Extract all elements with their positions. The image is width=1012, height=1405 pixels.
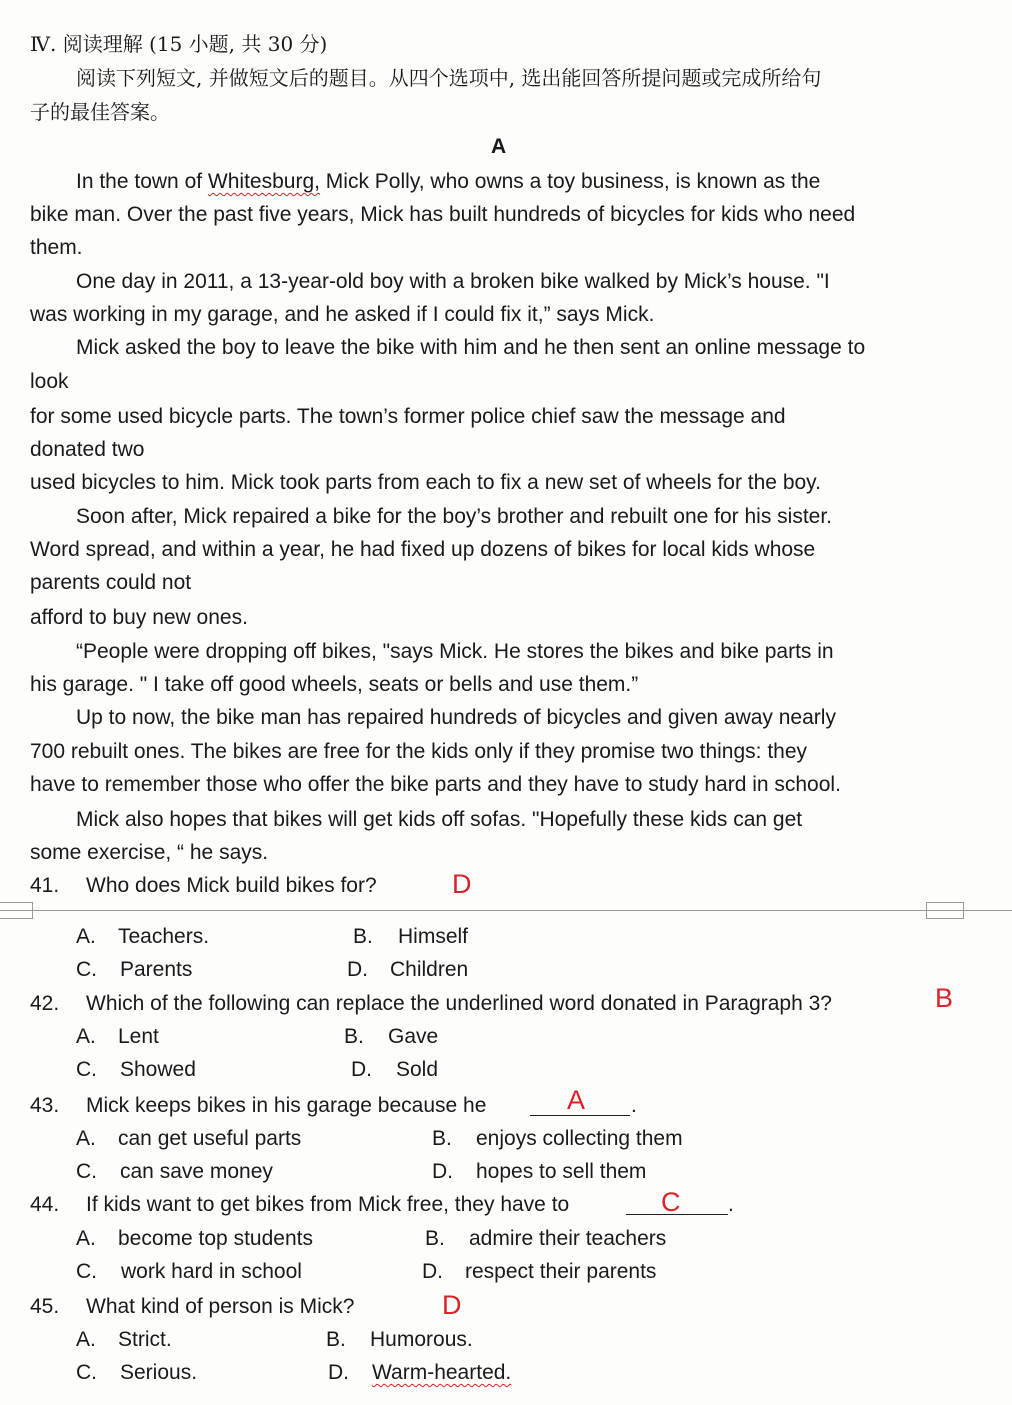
q41-option-b-letter: B. xyxy=(353,925,373,948)
q44-option-a-letter: A. xyxy=(76,1227,96,1250)
q43-option-d-text: hopes to sell them xyxy=(476,1160,647,1183)
q41-option-b-text: Himself xyxy=(398,925,469,948)
q41-option-d-text: Children xyxy=(390,958,469,981)
q45-option-b-letter: B. xyxy=(326,1328,346,1351)
q42-option-b-text: Gave xyxy=(388,1025,439,1048)
question-45-answer: D xyxy=(442,1290,462,1320)
passage-line: Mick also hopes that bikes will get kids off sofas. "Hopefully these kids can get xyxy=(76,808,803,831)
passage-line: parents could not xyxy=(30,571,192,594)
q44-option-b-text: admire their teachers xyxy=(469,1227,667,1250)
q45-option-d-text: Warm-hearted. xyxy=(372,1361,512,1384)
passage-line: Up to now, the bike man has repaired hundreds of bicycles and given away nearly xyxy=(76,706,836,729)
question-41-number: 41. xyxy=(30,874,60,897)
q43-option-d-letter: D. xyxy=(432,1160,453,1183)
question-42-answer: B xyxy=(935,983,954,1013)
question-45-number: 45. xyxy=(30,1295,60,1318)
question-44-answer: C xyxy=(661,1187,681,1217)
underlined-word: Whitesburg, xyxy=(207,170,320,193)
passage-line: some exercise, “ he says. xyxy=(30,841,269,864)
question-43-number: 43. xyxy=(30,1094,60,1117)
q44-option-c-text: work hard in school xyxy=(121,1260,302,1283)
instruction-line-1: 阅读下列短文, 并做短文后的题目。从四个选项中, 选出能回答所提问题或完成所给句 xyxy=(76,66,822,90)
section-title: Ⅳ. 阅读理解 (15 小题, 共 30 分) xyxy=(30,32,328,56)
q42-option-a-text: Lent xyxy=(118,1025,159,1048)
q43-option-a-text: can get useful parts xyxy=(118,1127,302,1150)
q41-option-c-letter: C. xyxy=(76,958,97,981)
q45-option-b-text: Humorous. xyxy=(370,1328,473,1351)
q42-option-d-letter: D. xyxy=(351,1058,372,1081)
passage-line: 700 rebuilt ones. The bikes are free for the kids only if they promise two things: they xyxy=(30,740,808,763)
question-41-stem: Who does Mick build bikes for? xyxy=(86,874,377,897)
q43-option-c-text: can save money xyxy=(120,1160,273,1183)
q43-option-a-letter: A. xyxy=(76,1127,96,1150)
q44-option-d-text: respect their parents xyxy=(465,1260,657,1283)
question-43-answer: A xyxy=(567,1085,586,1115)
q42-option-b-letter: B. xyxy=(344,1025,364,1048)
q44-option-b-letter: B. xyxy=(425,1227,445,1250)
q41-option-d-letter: D. xyxy=(347,958,368,981)
q41-option-c-text: Parents xyxy=(120,958,193,981)
q43-option-c-letter: C. xyxy=(76,1160,97,1183)
passage-line: for some used bicycle parts. The town’s former police chief saw the message and xyxy=(30,405,786,428)
question-45-stem: What kind of person is Mick? xyxy=(86,1295,355,1318)
passage-line: Mick asked the boy to leave the bike with him and he then sent an online message to xyxy=(76,336,866,359)
question-42-number: 42. xyxy=(30,992,60,1015)
passage-line: them. xyxy=(30,236,83,259)
q41-option-a-letter: A. xyxy=(76,925,96,948)
question-43-tail: . xyxy=(631,1094,637,1117)
passage-line: Soon after, Mick repaired a bike for the boy’s brother and rebuilt one for his sister. xyxy=(76,505,833,528)
q41-option-a-text: Teachers. xyxy=(118,925,210,948)
right-tab-marker xyxy=(926,902,964,919)
question-44-tail: . xyxy=(728,1193,734,1216)
q44-option-c-letter: C. xyxy=(76,1260,97,1283)
passage-line xyxy=(76,168,820,196)
passage-line: afford to buy new ones. xyxy=(30,606,248,629)
q42-option-a-letter: A. xyxy=(76,1025,96,1048)
passage-line: “People were dropping off bikes, "says Mick. He stores the bikes and bike parts in xyxy=(76,640,834,663)
q45-option-c-text: Serious. xyxy=(120,1361,198,1384)
passage-line: his garage. " I take off good wheels, seats or bells and use them.” xyxy=(30,673,639,696)
q45-option-d-letter: D. xyxy=(328,1361,349,1384)
instruction-line-2: 子的最佳答案。 xyxy=(30,100,170,124)
q45-option-c-letter: C. xyxy=(76,1361,97,1384)
q45-option-a-letter: A. xyxy=(76,1328,96,1351)
passage-line: One day in 2011, a 13-year-old boy with a broken bike walked by Mick’s house. "I xyxy=(76,270,830,293)
passage-line: donated two xyxy=(30,438,145,461)
passage-line: look xyxy=(30,370,69,393)
passage-line: used bicycles to him. Mick took parts from each to fix a new set of wheels for the boy. xyxy=(30,471,821,494)
q42-option-c-letter: C. xyxy=(76,1058,97,1081)
q43-option-b-letter: B. xyxy=(432,1127,452,1150)
q44-option-d-letter: D. xyxy=(422,1260,443,1283)
question-43-stem: Mick keeps bikes in his garage because he xyxy=(86,1094,487,1117)
question-42-stem: Which of the following can replace the underlined word donated in Paragraph 3? xyxy=(86,992,832,1015)
q45-option-a-text: Strict. xyxy=(118,1328,172,1351)
passage-line: have to remember those who offer the bike parts and they have to study hard in school. xyxy=(30,773,841,796)
q42-option-c-text: Showed xyxy=(120,1058,196,1081)
left-tab-marker xyxy=(0,902,33,919)
passage-line: Word spread, and within a year, he had fixed up dozens of bikes for local kids whose xyxy=(30,538,816,561)
q43-option-b-text: enjoys collecting them xyxy=(476,1127,683,1150)
passage-text: Mick Polly, who owns a toy business, is known as the xyxy=(319,170,821,193)
passage-label: A xyxy=(491,135,507,158)
passage-text: In the town of xyxy=(76,170,208,193)
question-44-number: 44. xyxy=(30,1193,60,1216)
question-43-blank xyxy=(530,1115,630,1116)
page-divider xyxy=(0,910,1012,911)
q44-option-a-text: become top students xyxy=(118,1227,313,1250)
passage-line: was working in my garage, and he asked if I could fix it,” says Mick. xyxy=(30,303,655,326)
question-44-stem: If kids want to get bikes from Mick free, they have to xyxy=(86,1193,570,1216)
passage-line: bike man. Over the past five years, Mick has built hundreds of bicycles for kids who need xyxy=(30,203,856,226)
question-41-answer: D xyxy=(452,869,472,899)
q42-option-d-text: Sold xyxy=(396,1058,439,1081)
